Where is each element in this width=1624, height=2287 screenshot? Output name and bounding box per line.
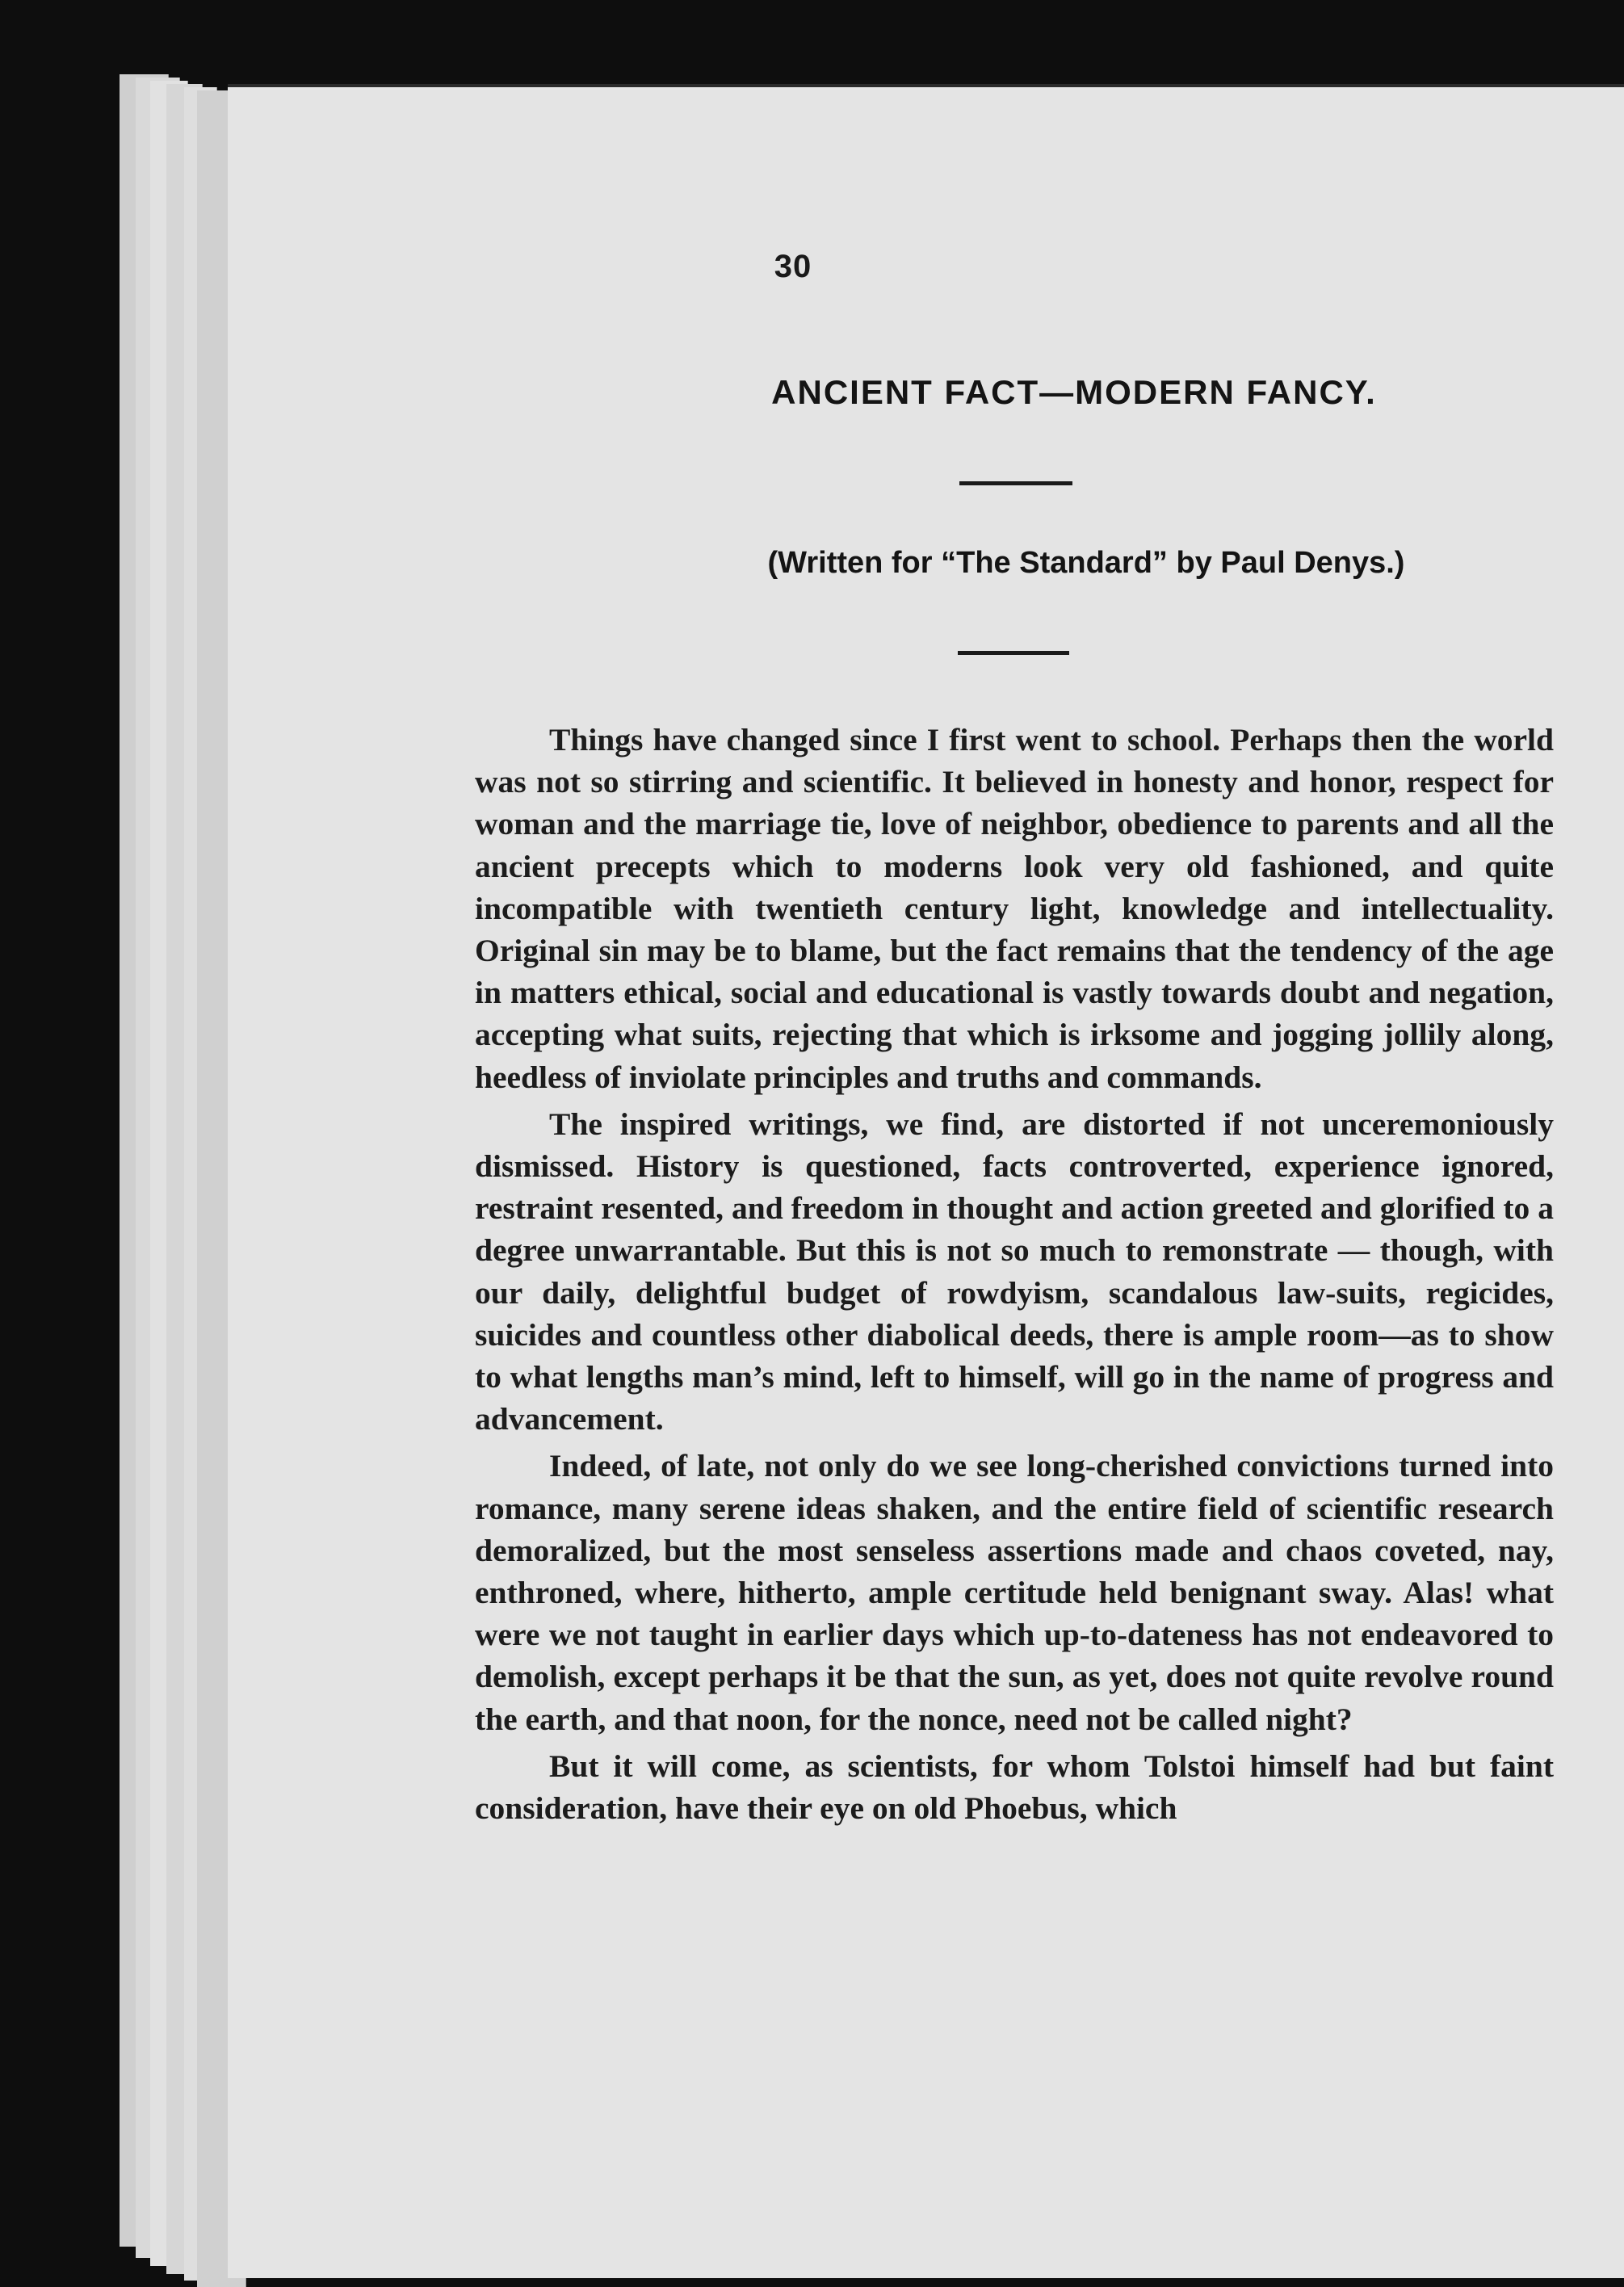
title-divider xyxy=(959,481,1072,485)
byline-divider xyxy=(958,651,1069,655)
paragraph: The inspired writings, we find, are distorted if not unceremoniously dismissed. History is questioned, facts controverted, experience ignored, restraint resented, and freedom in thought and action greeted and glorified to a degree unwarrantable. But this is not so much to remonstrate — though, with our daily, delightful budget of rowdyism, scandalous law-suits, regicides, suicides and countless other diabolical deeds, there is ample room—as to show to what lengths man’s mind, left to himself, will go in the name of progress and advancement. xyxy=(475,1106,1554,1437)
paragraph: Indeed, of late, not only do we see long-cherished convictions turned into romance, many serene ideas shaken, and the entire field of scientific research demoralized, but the most senseless assertions made and chaos coveted, nay, enthroned, where, hitherto, ample certitude held benignant sway. Alas! what were we not taught in earlier days which up-to-dateness has not endeavored to demolish, except perhaps it be that the sun, as yet, does not quite revolve round the earth, and that noon, for the nonce, need not be called night? xyxy=(475,1448,1554,1737)
paragraph: Things have changed since I first went to school. Perhaps then the world was not so stirring and scientific. It believed in honesty and honor, respect for woman and the marriage tie, love of neighbor, obedience to parents and all the ancient precepts which to moderns look very old fashioned, and quite incompatible with twentieth century light, knowledge and intellectuality. Original sin may be to blame, but the fact remains that the tendency of the age in matters ethical, social and educational is vastly towards doubt and negation, accepting what suits, rejecting that which is irksome and jogging jollily along, heedless of inviolate principles and truths and commands. xyxy=(475,722,1554,1095)
page-number: 30 xyxy=(774,249,812,284)
article-title: ANCIENT FACT—MODERN FANCY. xyxy=(771,373,1377,411)
article-body xyxy=(475,719,1554,1829)
paragraph: But it will come, as scientists, for whom Tolstoi himself had but faint consideration, have their eye on old Phoebus, which xyxy=(475,1748,1554,1827)
article-byline: (Written for “The Standard” by Paul Denys.) xyxy=(767,546,1405,580)
